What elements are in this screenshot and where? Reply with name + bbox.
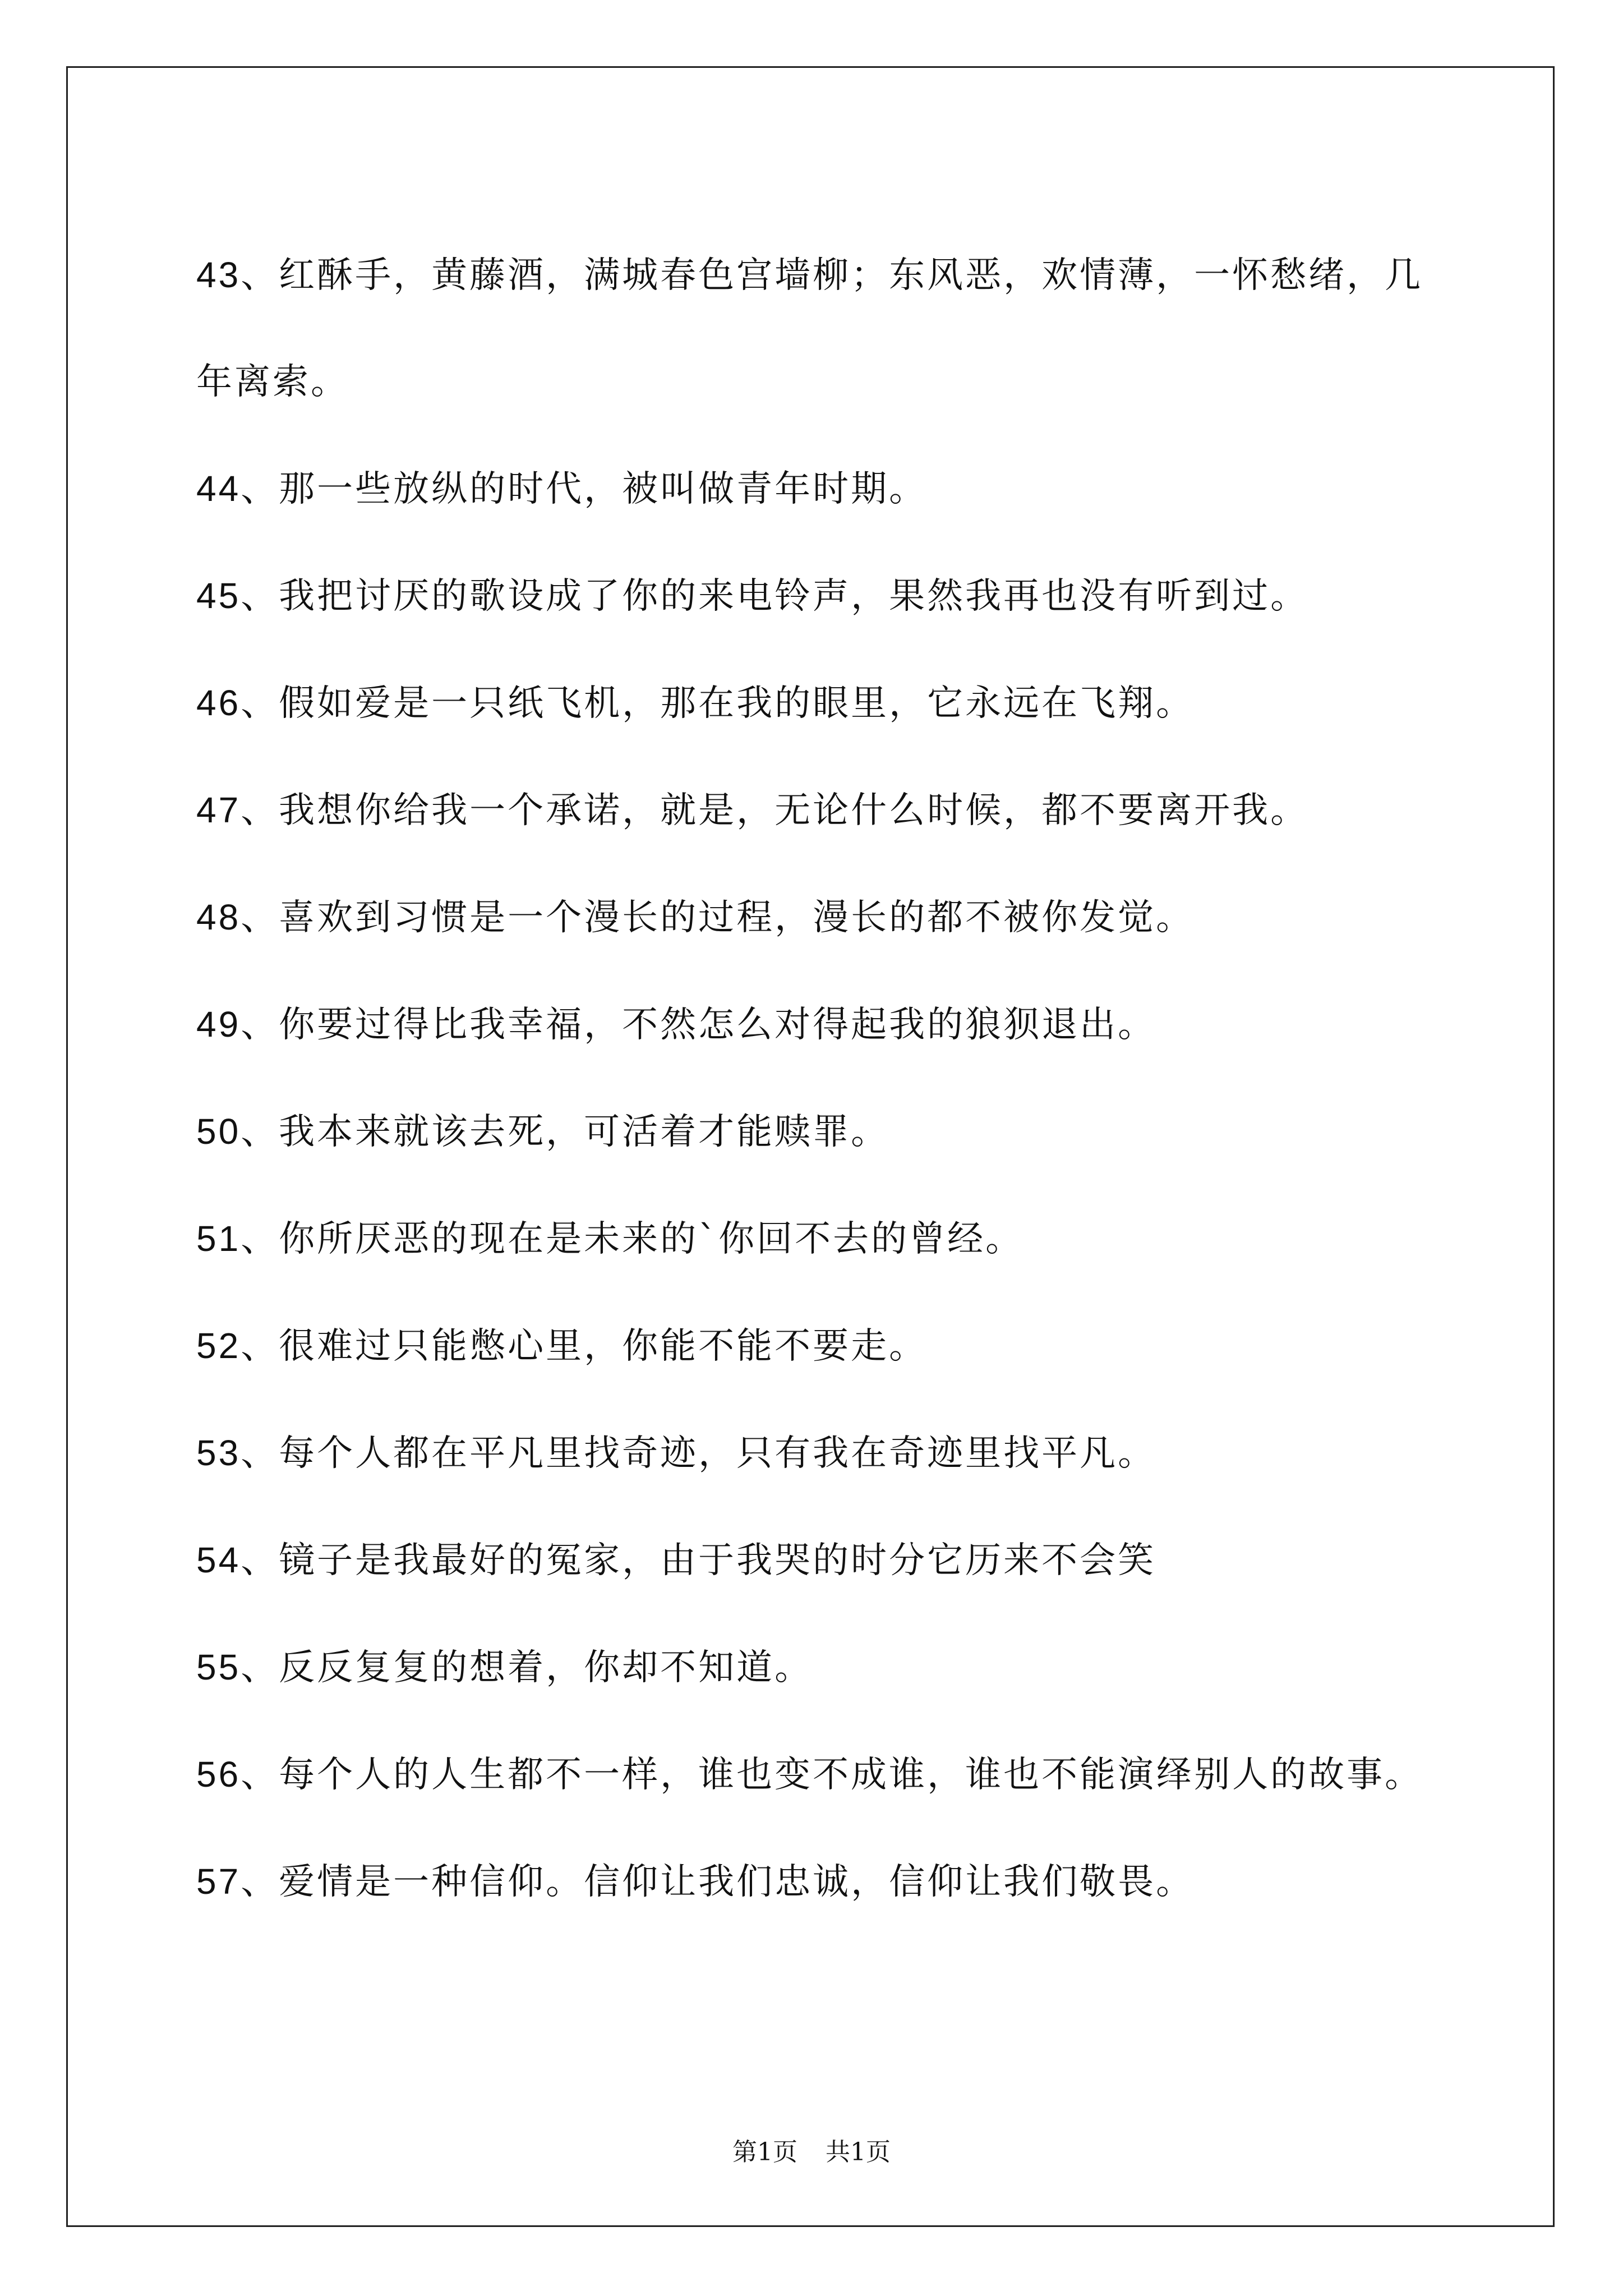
- page-footer: [0, 2132, 1623, 2168]
- item-text: 、反反复复的想着，你却不知道。: [241, 1647, 813, 1688]
- list-item: [196, 757, 1430, 864]
- item-text: 、红酥手，黄藤酒，满城春色宫墙柳；东风恶，欢情薄，一怀愁绪，几年离索。: [196, 255, 1423, 403]
- item-text: 、很难过只能憋心里，你能不能不要走。: [241, 1326, 928, 1367]
- item-text: 、你要过得比我幸福，不然怎么对得起我的狼狈退出。: [241, 1004, 1156, 1046]
- item-number: 50: [196, 1111, 241, 1152]
- item-number: 46: [196, 683, 241, 723]
- list-item: [196, 1828, 1430, 1935]
- item-number: 57: [196, 1861, 241, 1902]
- item-number: 51: [196, 1218, 241, 1259]
- item-text: 、爱情是一种信仰。信仰让我们忠诚，信仰让我们敬畏。: [241, 1861, 1195, 1903]
- page-total: 共1页: [826, 2138, 891, 2166]
- item-text: 、我想你给我一个承诺，就是，无论什么时候，都不要离开我。: [241, 790, 1309, 831]
- item-number: 44: [196, 468, 241, 509]
- item-text: 、我本来就该去死，可活着才能赎罪。: [241, 1111, 889, 1153]
- item-number: 56: [196, 1754, 241, 1795]
- list-item: [196, 435, 1430, 542]
- list-item: [196, 1507, 1430, 1614]
- item-number: 49: [196, 1004, 241, 1045]
- list-item: [196, 1721, 1430, 1828]
- quote-list: [196, 222, 1430, 1935]
- item-number: 54: [196, 1540, 241, 1580]
- list-item: [196, 1185, 1430, 1292]
- item-number: 52: [196, 1326, 241, 1366]
- item-text: 、那一些放纵的时代，被叫做青年时期。: [241, 468, 928, 510]
- list-item: [196, 222, 1430, 435]
- item-number: 43: [196, 255, 241, 295]
- item-text: 、假如爱是一只纸飞机，那在我的眼里，它永远在飞翔。: [241, 683, 1195, 724]
- item-number: 47: [196, 790, 241, 830]
- item-text: 、镜子是我最好的冤家，由于我哭的时分它历来不会笑: [241, 1540, 1156, 1581]
- item-text: 、每个人都在平凡里找奇迹，只有我在奇迹里找平凡。: [241, 1433, 1156, 1474]
- item-number: 45: [196, 576, 241, 616]
- item-number: 55: [196, 1647, 241, 1687]
- list-item: [196, 650, 1430, 757]
- item-number: 53: [196, 1433, 241, 1473]
- list-item: [196, 542, 1430, 650]
- list-item: [196, 1400, 1430, 1507]
- list-item: [196, 971, 1430, 1078]
- item-number: 48: [196, 897, 241, 937]
- item-text: 、我把讨厌的歌设成了你的来电铃声，果然我再也没有听到过。: [241, 576, 1309, 617]
- item-text: 、每个人的人生都不一样，谁也变不成谁，谁也不能演绎别人的故事。: [241, 1754, 1423, 1796]
- list-item: [196, 1614, 1430, 1721]
- list-item: [196, 864, 1430, 971]
- item-text: 、你所厌恶的现在是未来的`你回不去的曾经。: [241, 1218, 1024, 1260]
- list-item: [196, 1292, 1430, 1400]
- list-item: [196, 1078, 1430, 1185]
- item-text: 、喜欢到习惯是一个漫长的过程，漫长的都不被你发觉。: [241, 897, 1195, 938]
- page-number: 第1页: [732, 2138, 797, 2166]
